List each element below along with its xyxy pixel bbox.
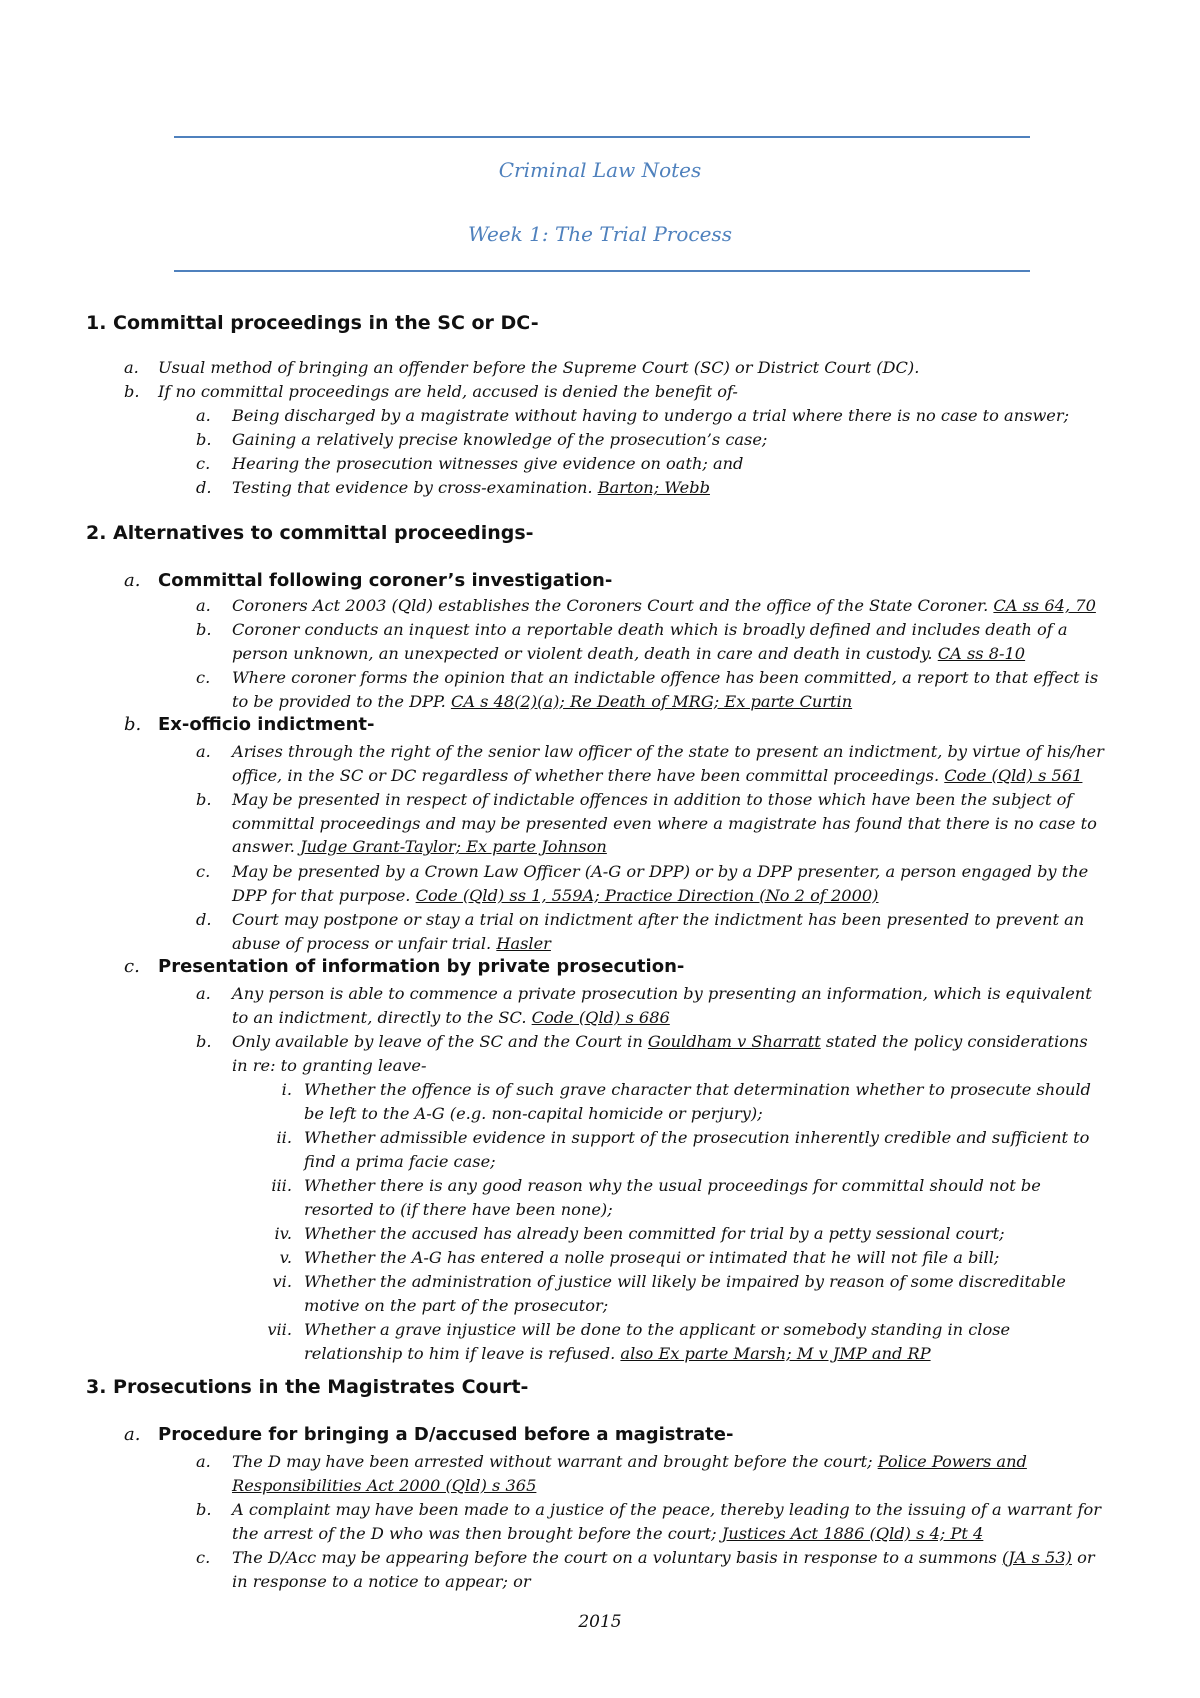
item-text: Any person is able to commence a private prosecution by presenting an information, which is equivalent to an indictment, directly to the SC. Code (Qld) s 686 bbox=[232, 984, 1092, 1027]
case-citation: CA ss 8-10 bbox=[937, 643, 1026, 663]
subheading-text: Presentation of information by private prosecution- bbox=[158, 956, 685, 977]
item-text: Coroner conducts an inquest into a reportable death which is broadly defined and includes death of a person unknown, an unexpected or violent death, death in care and death in custody. CA ss 8-10 bbox=[232, 620, 1068, 663]
top-rule bbox=[174, 136, 1030, 138]
item-marker: a. bbox=[196, 742, 211, 761]
case-citation: Code (Qld) ss 1, 559A; Practice Direction (No 2 of 2000) bbox=[415, 885, 879, 905]
item-marker: a. bbox=[124, 358, 139, 377]
subheading-marker: c. bbox=[124, 956, 140, 977]
item-marker: b. bbox=[196, 1500, 212, 1519]
item-text: Arises through the right of the senior law officer of the state to present an indictment, by virtue of his/her office, in the SC or DC regardless of whether there have been committal proceedings. Code (Qld) s 561 bbox=[232, 742, 1104, 785]
subheading-text: Ex-officio indictment- bbox=[158, 714, 375, 735]
page-footer-year: 2015 bbox=[578, 1612, 622, 1632]
item-marker: b. bbox=[196, 430, 212, 449]
case-citation: (JA s 53) bbox=[1001, 1548, 1072, 1567]
item-marker: i. bbox=[281, 1080, 292, 1099]
item-text: Only available by leave of the SC and the Court in Gouldham v Sharratt stated the policy considerations in re: to granting leave- bbox=[232, 1032, 1088, 1075]
item-marker: b. bbox=[196, 1032, 212, 1051]
item-marker: a. bbox=[196, 984, 211, 1003]
case-citation: Code (Qld) s 686 bbox=[531, 1007, 670, 1027]
item-text: Whether admissible evidence in support of the prosecution inherently credible and sufficient to find a prima facie case; bbox=[304, 1128, 1090, 1171]
case-citation: Barton; Webb bbox=[597, 478, 710, 497]
item-text: May be presented by a Crown Law Officer (A-G or DPP) or by a DPP presenter, a person engaged by the DPP for that purpose. Code (Qld) ss 1, 559A; Practice Direction (No 2 of 2000) bbox=[232, 862, 1089, 905]
item-text: Court may postpone or stay a trial on indictment after the indictment has been presented to prevent an abuse of process or unfair trial. Hasler bbox=[232, 910, 1085, 953]
item-marker: c. bbox=[196, 454, 211, 473]
subheading-text: Committal following coroner’s investigation- bbox=[158, 570, 613, 591]
case-citation: Gouldham v Sharratt bbox=[647, 1032, 821, 1051]
section-heading: 1. Committal proceedings in the SC or DC- bbox=[86, 312, 539, 334]
item-marker: vi. bbox=[272, 1272, 292, 1291]
item-text: Whether a grave injustice will be done to the applicant or somebody standing in close relationship to him if leave is refused. also Ex parte Marsh; M v JMP and RP bbox=[304, 1320, 1011, 1363]
case-citation: Hasler bbox=[496, 933, 551, 953]
item-text: A complaint may have been made to a justice of the peace, thereby leading to the issuing of a warrant for the arrest of the D who was then brought before the court; Justices Act 1886 (Qld) s 4; Pt 4 bbox=[232, 1500, 1101, 1543]
subheading-marker: a. bbox=[124, 1424, 141, 1445]
bottom-rule bbox=[174, 270, 1030, 272]
section-heading: 3. Prosecutions in the Magistrates Court- bbox=[86, 1376, 529, 1398]
item-marker: v. bbox=[279, 1248, 292, 1267]
item-text: The D/Acc may be appearing before the court on a voluntary basis in response to a summons (JA s 53) or in response to a notice to appear; or bbox=[232, 1548, 1095, 1591]
case-citation: Justices Act 1886 (Qld) s 4; Pt 4 bbox=[721, 1523, 984, 1543]
item-marker: vii. bbox=[267, 1320, 292, 1339]
case-citation: Code (Qld) s 561 bbox=[944, 765, 1083, 785]
subheading-marker: b. bbox=[124, 714, 142, 735]
item-text: Whether there is any good reason why the usual proceedings for committal should not be resorted to (if there have been none); bbox=[304, 1176, 1041, 1219]
item-marker: d. bbox=[196, 478, 212, 497]
item-text: Hearing the prosecution witnesses give evidence on oath; and bbox=[232, 454, 744, 473]
item-marker: iii. bbox=[271, 1176, 292, 1195]
case-citation: Judge Grant-Taylor; Ex parte Johnson bbox=[300, 837, 607, 857]
item-text: May be presented in respect of indictable offences in addition to those which have been the subject of committal proceedings and may be presented even where a magistrate has found that there is no case to answer. Judge Grant-Taylor; Ex parte Johnson bbox=[232, 790, 1097, 857]
section-heading: 2. Alternatives to committal proceedings- bbox=[86, 522, 534, 544]
item-text: If no committal proceedings are held, accused is denied the benefit of- bbox=[158, 382, 738, 401]
item-marker: b. bbox=[196, 620, 212, 639]
item-marker: c. bbox=[196, 668, 211, 687]
item-marker: iv. bbox=[274, 1224, 292, 1243]
item-marker: d. bbox=[196, 910, 212, 929]
document-title: Criminal Law Notes bbox=[498, 158, 702, 182]
item-text: Gaining a relatively precise knowledge of the prosecution’s case; bbox=[232, 430, 768, 449]
item-marker: c. bbox=[196, 1548, 211, 1567]
item-marker: b. bbox=[124, 382, 140, 401]
item-text: Whether the administration of justice will likely be impaired by reason of some discreditable motive on the part of the prosecutor; bbox=[304, 1272, 1066, 1315]
item-marker: a. bbox=[196, 406, 211, 425]
item-marker: c. bbox=[196, 862, 211, 881]
subheading-text: Procedure for bringing a D/accused before a magistrate- bbox=[158, 1424, 734, 1445]
item-marker: a. bbox=[196, 1452, 211, 1471]
item-text: Being discharged by a magistrate without having to undergo a trial where there is no case to answer; bbox=[232, 406, 1070, 425]
item-text: Testing that evidence by cross-examination. Barton; Webb bbox=[232, 478, 710, 497]
subheading-marker: a. bbox=[124, 570, 141, 591]
case-citation: Police Powers and Responsibilities Act 2000 (Qld) s 365 bbox=[232, 1452, 1027, 1495]
item-text: Whether the offence is of such grave character that determination whether to prosecute should be left to the A-G (e.g. non-capital homicide or perjury); bbox=[304, 1080, 1091, 1123]
item-text: Whether the accused has already been committed for trial by a petty sessional court; bbox=[304, 1224, 1005, 1243]
item-text: Usual method of bringing an offender before the Supreme Court (SC) or District Court (DC). bbox=[158, 358, 920, 377]
item-marker: b. bbox=[196, 790, 212, 809]
item-marker: ii. bbox=[276, 1128, 292, 1147]
item-marker: a. bbox=[196, 596, 211, 615]
item-text: The D may have been arrested without warrant and brought before the court; Police Powers and Responsibilities Act 2000 (Qld) s 365 bbox=[232, 1452, 1027, 1495]
item-text: Whether the A-G has entered a nolle prosequi or intimated that he will not file a bill; bbox=[304, 1248, 1000, 1267]
case-citation: CA ss 64, 70 bbox=[993, 596, 1096, 615]
case-citation: CA s 48(2)(a); Re Death of MRG; Ex parte Curtin bbox=[450, 691, 853, 711]
item-text: Where coroner forms the opinion that an indictable offence has been committed, a report to that effect is to be provided to the DPP. CA s 48(2)(a); Re Death of MRG; Ex parte Curtin bbox=[232, 668, 1099, 711]
document-subtitle: Week 1: The Trial Process bbox=[468, 222, 732, 246]
item-text: Coroners Act 2003 (Qld) establishes the Coroners Court and the office of the State Coroner. CA ss 64, 70 bbox=[232, 596, 1096, 615]
case-citation: also Ex parte Marsh; M v JMP and RP bbox=[620, 1343, 931, 1363]
